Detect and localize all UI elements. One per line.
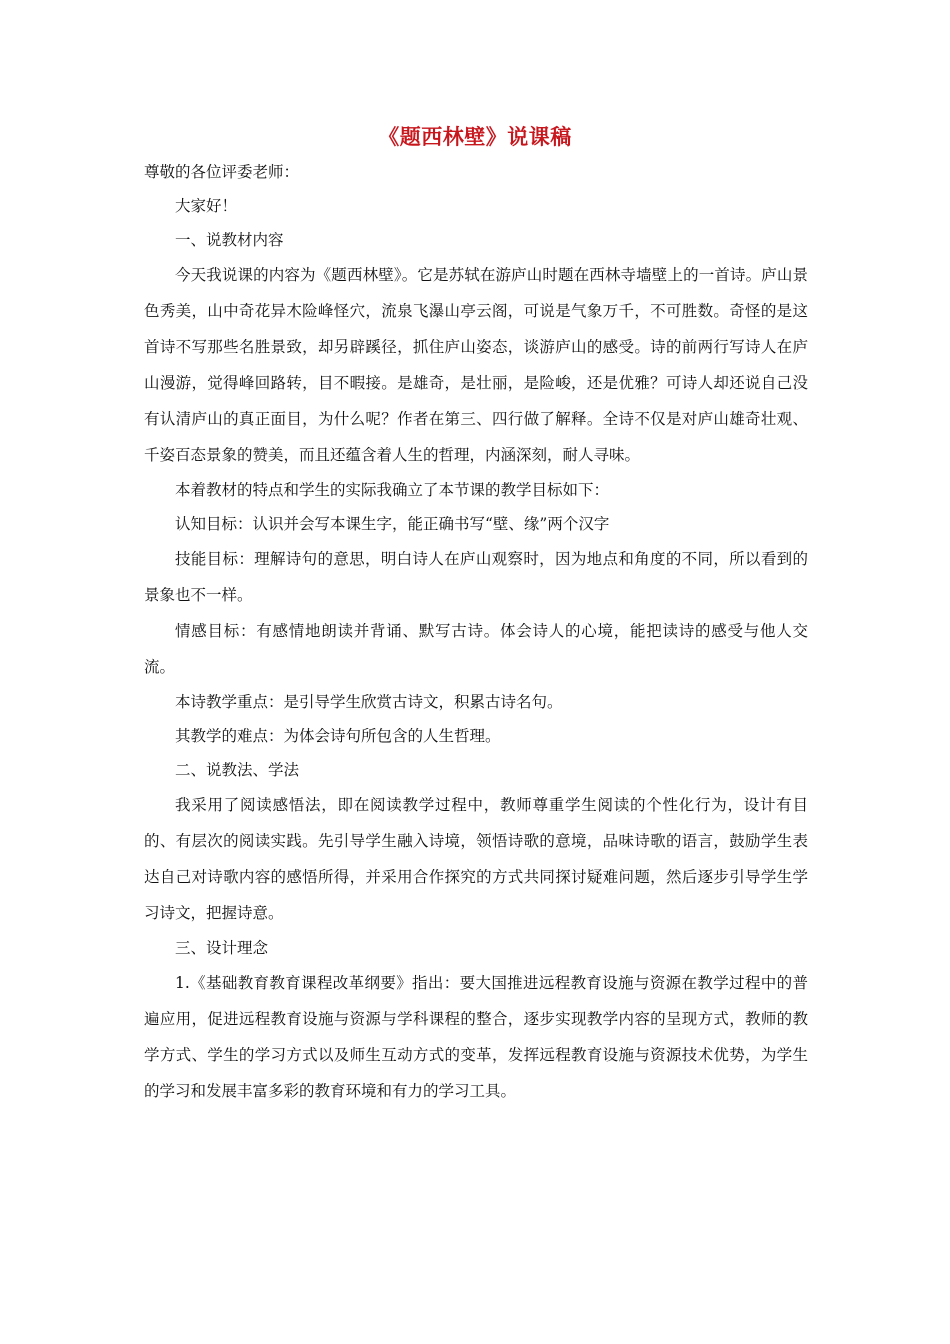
- paragraph-key-point: 本诗教学重点：是引导学生欣赏古诗文，积累古诗名句。: [175, 693, 563, 711]
- salutation: 尊敬的各位评委老师：: [144, 163, 300, 181]
- section-heading-2: 二、说教法、学法: [175, 761, 300, 779]
- section-heading-1: 一、说教材内容: [175, 231, 284, 249]
- paragraph-design-concept: 1.《基础教育教育课程改革纲要》指出：要大国推进远程教育设施与资源在教学过程中的普遍应用，促进远程教育设施与资源与学科课程的整合，逐步实现教学内容的呈现方式，教师的教学方式、学生的学习方式以及师生互动方式的变革，发挥远程教育设施与资源技术优势，为学生的学习和发展丰富多彩的教育环境和有力的学习工具。: [144, 974, 808, 1100]
- paragraph-skill-goal: 技能目标：理解诗句的意思，明白诗人在庐山观察时，因为地点和角度的不同，所以看到的景象也不一样。: [144, 550, 808, 604]
- paragraph-goals-intro: 本着教材的特点和学生的实际我确立了本节课的教学目标如下：: [175, 481, 610, 499]
- paragraph-methods: 我采用了阅读感悟法，即在阅读教学过程中，教师尊重学生阅读的个性化行为，设计有目的、有层次的阅读实践。先引导学生融入诗境，领悟诗歌的意境，品味诗歌的语言，鼓励学生表达自己对诗歌内容的感悟所得，并采用合作探究的方式共同探讨疑难问题，然后逐步引导学生学习诗文，把握诗意。: [144, 796, 808, 922]
- paragraph-difficulty: 其教学的难点：为体会诗句所包含的人生哲理。: [175, 727, 501, 745]
- paragraph-emotion-goal: 情感目标：有感情地朗读并背诵、默写古诗。体会诗人的心境，能把读诗的感受与他人交流。: [144, 622, 808, 676]
- document-body: [144, 155, 808, 1109]
- paragraph-textbook-content: 今天我说课的内容为《题西林壁》。它是苏轼在游庐山时题在西林寺墙壁上的一首诗。庐山景色秀美，山中奇花异木险峰怪穴，流泉飞瀑山亭云阁，可说是气象万千，不可胜数。奇怪的是这首诗不写那些名胜景致，却另辟蹊径，抓住庐山姿态，谈游庐山的感受。诗的前两行写诗人在庐山漫游，觉得峰回路转，目不暇接。是雄奇，是壮丽，是险峻，还是优雅？可诗人却还说自己没有认清庐山的真正面目，为什么呢？作者在第三、四行做了解释。全诗不仅是对庐山雄奇壮观、千姿百态景象的赞美，而且还蕴含着人生的哲理，内涵深刻，耐人寻味。: [144, 266, 808, 464]
- document-title: 《题西林壁》说课稿: [378, 125, 572, 149]
- paragraph-cognitive-goal: 认知目标：认识并会写本课生字，能正确书写“壁、缘”两个汉字: [175, 515, 610, 533]
- section-heading-3: 三、设计理念: [175, 939, 269, 957]
- greeting: 大家好！: [175, 197, 238, 215]
